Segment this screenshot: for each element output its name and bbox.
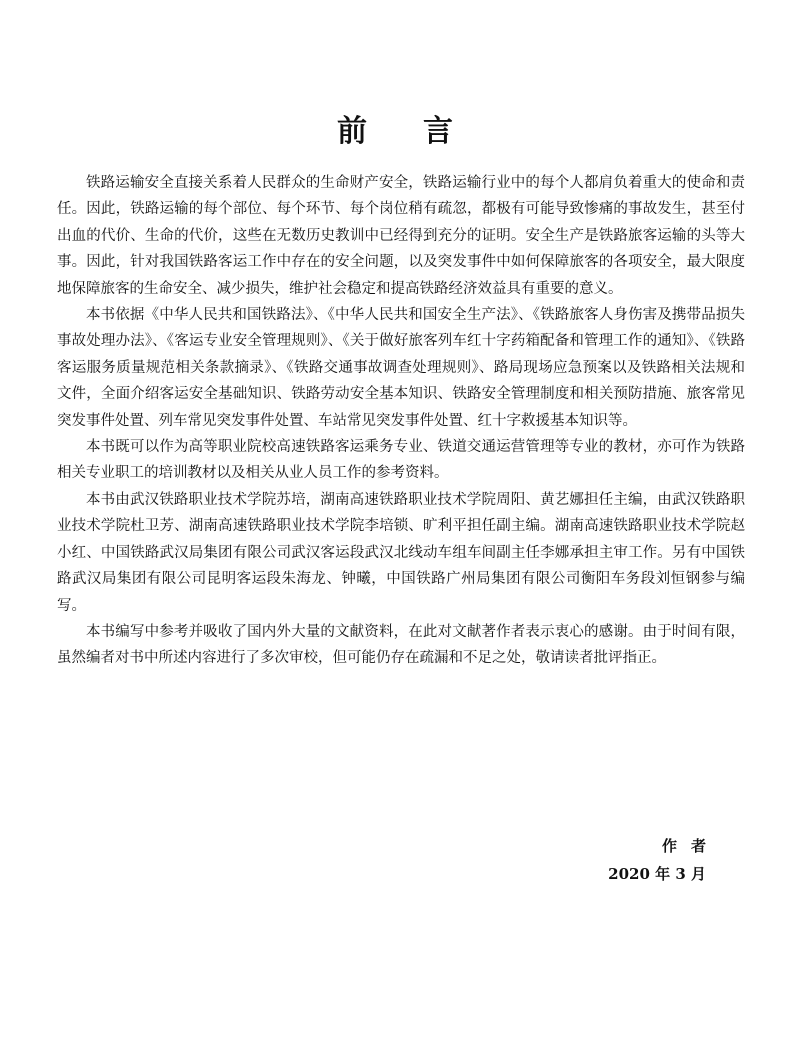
page-title: 前言 (337, 114, 509, 149)
signature-block (608, 834, 720, 886)
paragraph-4: 本书由武汉铁路职业技术学院苏培，湖南高速铁路职业技术学院周阳、黄艺娜担任主编，由武汉铁路职业技术学院杜卫芳、湖南高速铁路职业技术学院李培锁、旷利平担任副主编。湖南高速铁路职业技术学院赵小红、中国铁路武汉局集团有限公司武汉客运段武汉北线动车组车间副主任李娜承担主审工作。另有中国铁路武汉局集团有限公司昆明客运段朱海龙、钟曦，中国铁路广州局集团有限公司衡阳车务段刘恒钢参与编写。 (57, 491, 745, 614)
signature-date: 2020 年 3 月 (608, 865, 706, 883)
preface-body (57, 170, 745, 672)
signature-author: 作者 (661, 837, 720, 855)
paragraph-1: 铁路运输安全直接关系着人民群众的生命财产安全，铁路运输行业中的每个人都肩负着重大的使命和责任。因此，铁路运输的每个部位、每个环节、每个岗位稍有疏忽，都极有可能导致惨痛的事故发生，甚至付出血的代价、生命的代价，这些在无数历史教训中已经得到充分的证明。安全生产是铁路旅客运输的头等大事。因此，针对我国铁路客运工作中存在的安全问题，以及突发事件中如何保障旅客的各项安全，最大限度地保障旅客的生命安全、减少损失，维护社会稳定和提高铁路经济效益具有重要的意义。 (57, 175, 745, 297)
paragraph-2: 本书依据《中华人民共和国铁路法》、《中华人民共和国安全生产法》、《铁路旅客人身伤害及携带品损失事故处理办法》、《客运专业安全管理规则》、《关于做好旅客列车红十字药箱配备和管理工作的通知》、《铁路客运服务质量规范相关条款摘录》、《铁路交通事故调查处理规则》、路局现场应急预案以及铁路相关法规和文件，全面介绍客运安全基础知识、铁路劳动安全基本知识、铁路安全管理制度和相关预防措施、旅客常见突发事件处置、列车常见突发事件处置、车站常见突发事件处置、红十字救援基本知识等。 (57, 307, 745, 429)
paragraph-3: 本书既可以作为高等职业院校高速铁路客运乘务专业、铁道交通运营管理等专业的教材，亦可作为铁路相关专业职工的培训教材以及相关从业人员工作的参考资料。 (57, 439, 745, 482)
paragraph-5: 本书编写中参考并吸收了国内外大量的文献资料，在此对文献著作者表示衷心的感谢。由于时间有限，虽然编者对书中所述内容进行了多次审校，但可能仍存在疏漏和不足之处，敬请读者批评指正。 (57, 623, 745, 667)
